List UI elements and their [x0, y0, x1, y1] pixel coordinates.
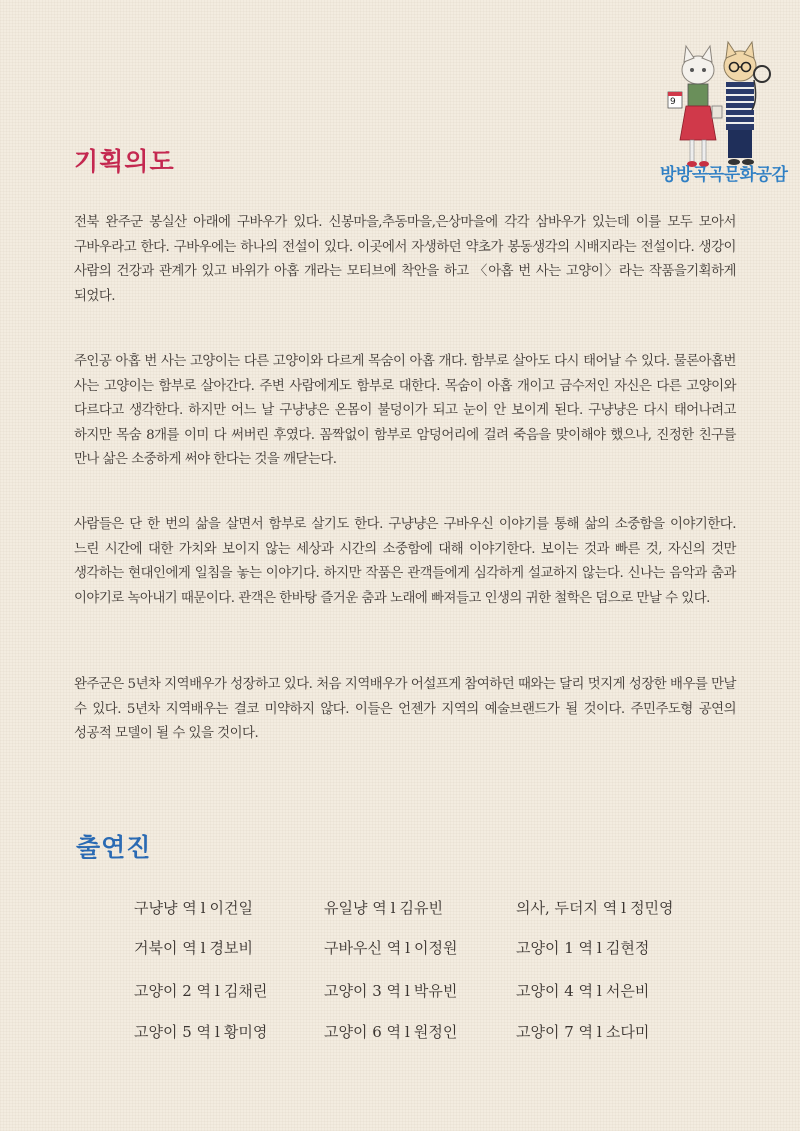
cast-separator: l — [597, 1023, 602, 1041]
cast-separator: l — [200, 939, 206, 957]
cast-separator: l — [621, 899, 627, 917]
cast-role: 고양이 3 역 — [324, 982, 402, 1000]
planning-title: 기획의도 — [74, 147, 175, 176]
cast-name: 이건일 — [209, 899, 254, 917]
cast-name: 이정원 — [414, 939, 458, 957]
cast-entry — [516, 1021, 649, 1042]
cast-name: 황미영 — [223, 1023, 268, 1041]
cast-role: 고양이 4 역 — [516, 982, 594, 1000]
calendar-number: 9 — [670, 97, 676, 107]
cast-entry — [134, 1021, 267, 1042]
cast-role: 고양이 1 역 — [516, 939, 594, 957]
cast-separator: l — [215, 982, 220, 1000]
cast-name: 김유빈 — [399, 899, 444, 917]
cast-entry — [134, 897, 253, 918]
cast-separator: l — [390, 899, 396, 917]
cast-entry — [324, 1021, 457, 1042]
paragraph-2: 주인공 아홉 번 사는 고양이는 다른 고양이와 다르게 목숨이 아홉 개다. 함부로 살아도 다시 태어날 수 있다. 물론아홉번 사는 고양이는 함부로 살아간다. 주변 사람에게도 함부로 대한다. 목숨이 아홉 개이고 금수저인 자신은 다른 고양이와 다르다고 생각한다. 하지만 어느 날 구냥냥은 온몸이 불덩이가 되고 눈이 안 보이게 된다. 구냥냥은 다시 태어나려고 하지만 목숨 8개를 이미 다 써버린 후였다. 꼼짝없이 함부로 암덩어리에 걸려 죽음을 맞이해야 했으나, 진정한 친구를 만나 삶은 소중하게 써야 한다는 것을 깨닫는다. — [74, 354, 736, 467]
logo-text: 방방곡곡문화공감 — [660, 165, 788, 185]
cast-separator: l — [200, 899, 206, 917]
cast-entry — [516, 937, 649, 958]
cast-name: 김채린 — [223, 982, 268, 1000]
cast-title: 출연진 — [76, 833, 152, 862]
cast-entry — [324, 937, 458, 958]
cast-name: 소다미 — [605, 1023, 650, 1041]
paragraph-4: 완주군은 5년차 지역배우가 성장하고 있다. 처음 지역배우가 어설프게 참여하던 때와는 달리 멋지게 성장한 배우를 만날 수 있다. 5년차 지역배우는 결코 미약하지 않다. 이들은 언젠가 지역의 예술브랜드가 될 것이다. 주민주도형 공연의 성공적 모델이 될 수 있을 것이다. — [74, 677, 736, 741]
cast-name: 정민영 — [630, 899, 674, 917]
cast-role: 고양이 7 역 — [516, 1023, 594, 1041]
cast-role: 고양이 2 역 — [134, 982, 212, 1000]
cast-entry — [324, 980, 457, 1001]
cast-entry — [134, 937, 253, 958]
cast-role: 의사, 두더지 역 — [516, 899, 618, 917]
cast-entry — [324, 897, 443, 918]
cast-role: 고양이 6 역 — [324, 1023, 402, 1041]
paragraph-1: 전북 완주군 봉실산 아래에 구바우가 있다. 신봉마을,추동마을,은상마을에 각각 삼바우가 있는데 이를 모두 모아서 구바우라고 한다. 구바우에는 하나의 전설이 있다. 이곳에서 자생하던 약초가 봉동생각의 시배지라는 전설이다. 생강이 사람의 건강과 관계가 있고 바위가 아홉 개라는 모티브에 착안을 하고 〈아홉 번 사는 고양이〉라는 작품을기획하게 되었다. — [74, 215, 736, 304]
cast-role: 거북이 역 — [134, 939, 197, 957]
cast-role: 고양이 5 역 — [134, 1023, 212, 1041]
cast-entry — [134, 980, 267, 1001]
cast-name: 원정인 — [413, 1023, 458, 1041]
cast-separator: l — [597, 982, 602, 1000]
cast-role: 구냥냥 역 — [134, 899, 197, 917]
cast-name: 박유빈 — [413, 982, 458, 1000]
cast-role: 유일냥 역 — [324, 899, 387, 917]
cast-role: 구바우신 역 — [324, 939, 402, 957]
paragraph-3: 사람들은 단 한 번의 삶을 살면서 함부로 살기도 한다. 구냥냥은 구바우신 이야기를 통해 삶의 소중함을 이야기한다. 느린 시간에 대한 가치와 보이지 않는 세상과 시간의 소중함에 대해 이야기한다. 보이는 것과 빠른 것, 자신의 것만 생각하는 현대인에게 일침을 놓는 이야기다. 하지만 작품은 관객들에게 심각하게 설교하지 않는다. 신나는 음악과 춤과 이야기로 녹아내기 때문이다. 관객은 한바탕 즐거운 춤과 노래에 빠져들고 인생의 귀한 철학은 덤으로 만날 수 있다. — [74, 517, 736, 606]
cast-entry — [516, 897, 674, 918]
cast-separator: l — [405, 1023, 410, 1041]
cast-name: 서은비 — [605, 982, 650, 1000]
cast-separator: l — [405, 939, 411, 957]
cast-name: 경보비 — [209, 939, 254, 957]
cast-separator: l — [215, 1023, 220, 1041]
cast-entry — [516, 980, 649, 1001]
cast-separator: l — [405, 982, 410, 1000]
cast-name: 김현정 — [605, 939, 650, 957]
cast-separator: l — [597, 939, 602, 957]
